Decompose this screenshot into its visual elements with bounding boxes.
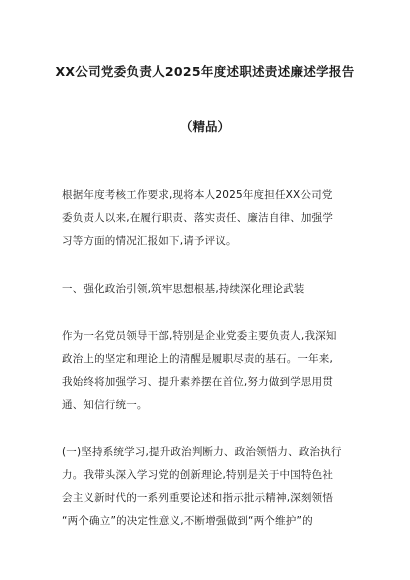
document-title: XX公司党委负责人2025年度述职述责述廉述学报告: [55, 64, 355, 79]
paragraph-line: 我始终将加强学习、提升素养摆在首位,努力做到学思用贯: [62, 376, 334, 388]
paragraph-line: 通、知信行统一。: [62, 399, 148, 411]
paragraph-intro-line: 习等方面的情况汇报如下,请予评议。: [62, 235, 237, 247]
paragraph-line: “两个确立”的决定性意义,不断增强做到“两个维护”的: [62, 515, 313, 527]
paragraph-line: 政治上的坚定和理论上的清醒是履职尽责的基石。一年来,: [62, 353, 334, 365]
document-subtitle: （精品）: [179, 119, 230, 134]
subsection-line: (一)坚持系统学习,提升政治判断力、政治领悟力、政治执行: [62, 446, 342, 458]
paragraph-intro-line: 根据年度考核工作要求,现将本人2025年度担任XX公司党: [62, 189, 333, 201]
section-heading: 一、强化政治引领,筑牢思想根基,持续深化理论武装: [62, 283, 305, 295]
paragraph-line: 力。我带头深入学习党的创新理论,特别是关于中国特色社: [62, 469, 334, 481]
paragraph-intro-line: 委负责人以来,在履行职责、落实责任、廉洁自律、加强学: [62, 212, 334, 224]
paragraph-line: 会主义新时代的一系列重要论述和指示批示精神,深刻领悟: [62, 492, 334, 504]
paragraph-line: 作为一名党员领导干部,特别是企业党委主要负责人,我深知: [62, 330, 337, 342]
